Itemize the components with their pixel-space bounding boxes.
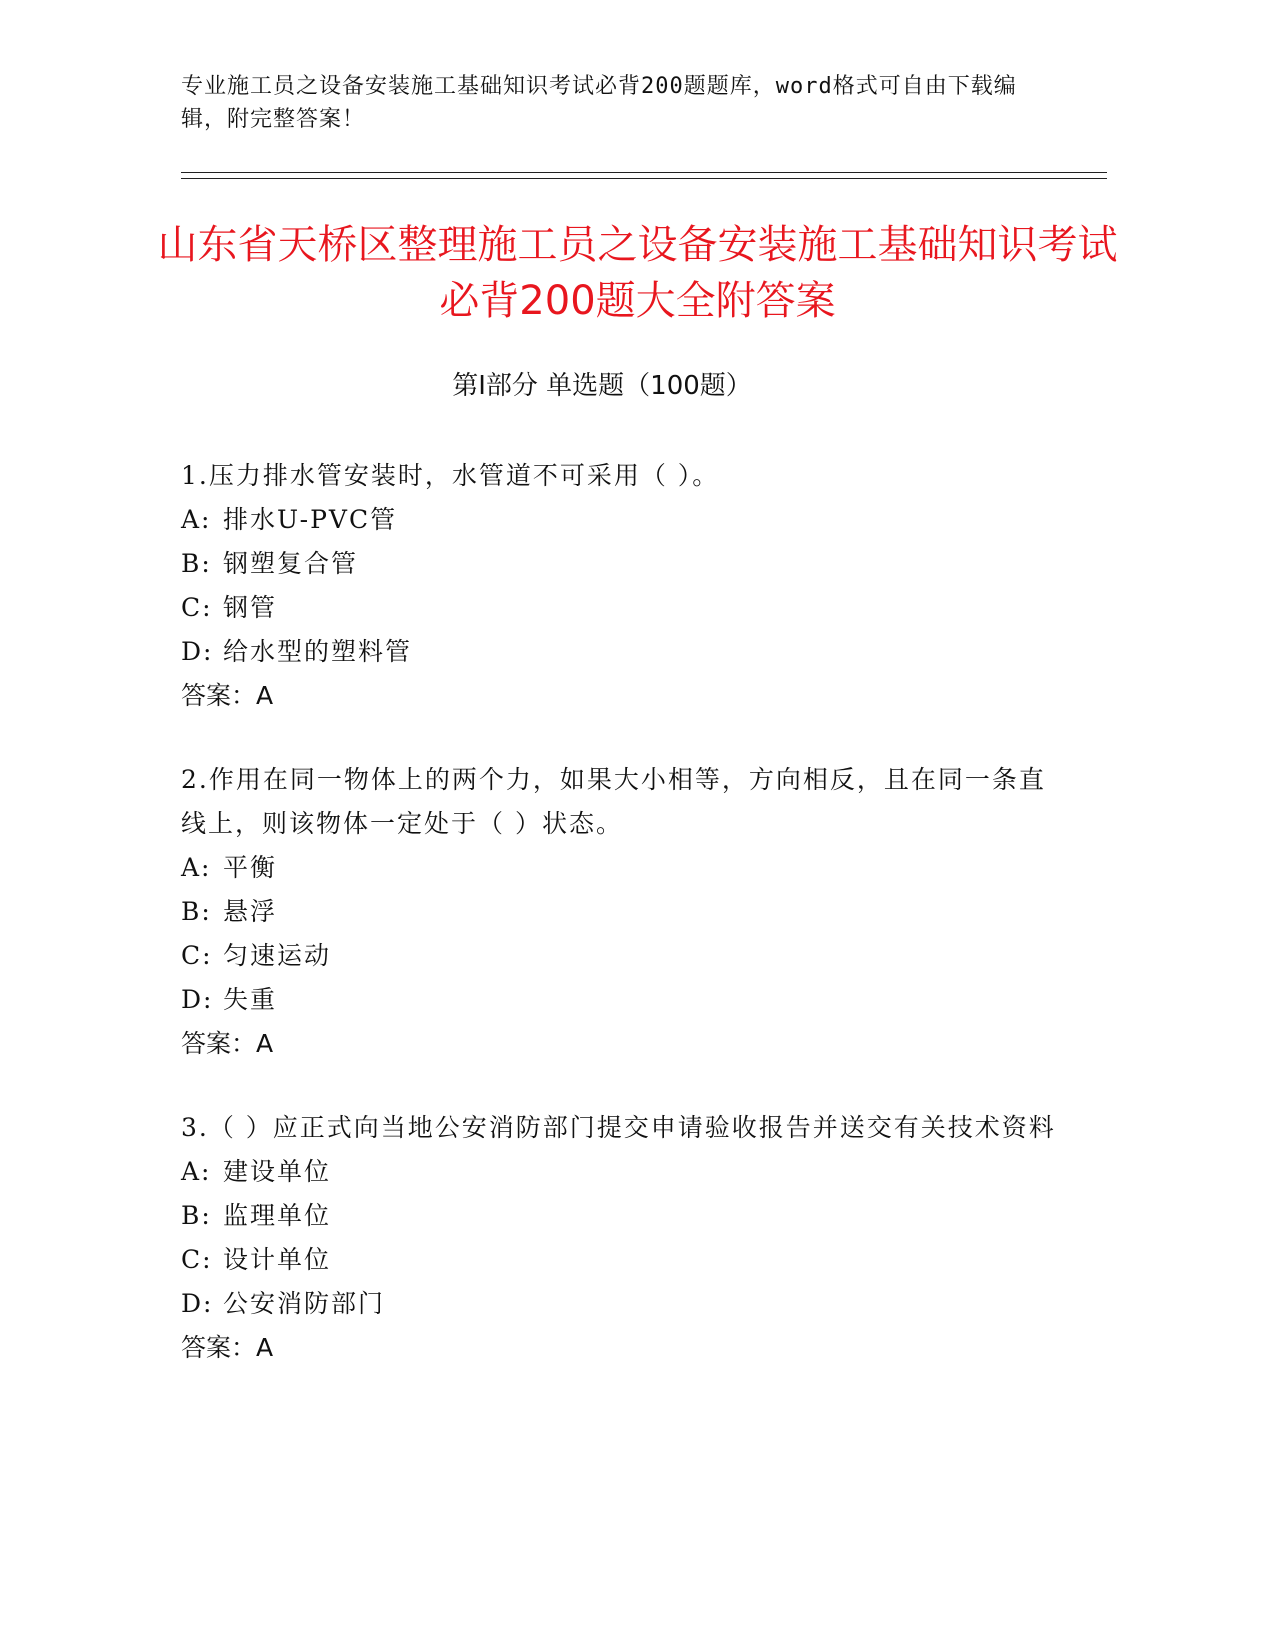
option-b — [181, 542, 1061, 586]
option-letter: B: — [181, 549, 212, 578]
option-letter: B: — [181, 897, 212, 926]
question-text: 3.（ ）应正式向当地公安消防部门提交申请验收报告并送交有关技术资料 — [181, 1113, 1056, 1142]
option-letter: D: — [181, 985, 214, 1014]
header-rule-top — [181, 172, 1107, 173]
option-text: 失重 — [223, 985, 278, 1014]
option-d — [181, 978, 1061, 1022]
option-letter: A: — [181, 1157, 212, 1186]
option-c — [181, 1238, 1061, 1282]
option-d — [181, 1282, 1061, 1326]
option-text: 钢管 — [223, 593, 278, 622]
option-a — [181, 1150, 1061, 1194]
answer-line: 答案：A — [181, 681, 274, 710]
option-letter: D: — [181, 637, 214, 666]
option-letter: C: — [181, 593, 213, 622]
option-letter: A: — [181, 853, 212, 882]
option-b — [181, 890, 1061, 934]
option-text: 排水U-PVC管 — [223, 505, 398, 534]
section-heading: 第I部分 单选题（100题） — [452, 371, 752, 401]
option-c — [181, 934, 1061, 978]
option-d — [181, 630, 1061, 674]
option-b — [181, 1194, 1061, 1238]
option-text: 平衡 — [223, 853, 278, 882]
question-2 — [181, 758, 1061, 1066]
option-letter: C: — [181, 941, 213, 970]
option-text: 给水型的塑料管 — [223, 637, 413, 666]
option-letter: A: — [181, 505, 212, 534]
question-3 — [181, 1106, 1061, 1370]
option-text: 公安消防部门 — [223, 1289, 386, 1318]
option-a — [181, 846, 1061, 890]
header-rule-bottom — [181, 178, 1107, 179]
question-text: 1.压力排水管安装时，水管道不可采用（ ）。 — [181, 461, 720, 490]
option-text: 匀速运动 — [223, 941, 332, 970]
option-text: 建设单位 — [223, 1157, 332, 1186]
option-text: 悬浮 — [223, 897, 278, 926]
option-c — [181, 586, 1061, 630]
option-letter: D: — [181, 1289, 214, 1318]
option-text: 监理单位 — [223, 1201, 332, 1230]
option-text: 钢塑复合管 — [223, 549, 359, 578]
document-title: 山东省天桥区整理施工员之设备安装施工基础知识考试必背200题大全附答案 — [157, 222, 1118, 324]
option-a — [181, 498, 1061, 542]
option-letter: C: — [181, 1245, 213, 1274]
question-text: 2.作用在同一物体上的两个力，如果大小相等，方向相反，且在同一条直线上，则该物体一定处于（ ）状态。 — [181, 765, 1046, 838]
answer-line: 答案：A — [181, 1029, 274, 1058]
option-letter: B: — [181, 1201, 212, 1230]
answer-line: 答案：A — [181, 1333, 274, 1362]
header-note: 专业施工员之设备安装施工基础知识考试必背200题题库，word格式可自由下载编辑，附完整答案！ — [181, 74, 1017, 132]
question-1 — [181, 454, 1061, 718]
option-text: 设计单位 — [223, 1245, 332, 1274]
